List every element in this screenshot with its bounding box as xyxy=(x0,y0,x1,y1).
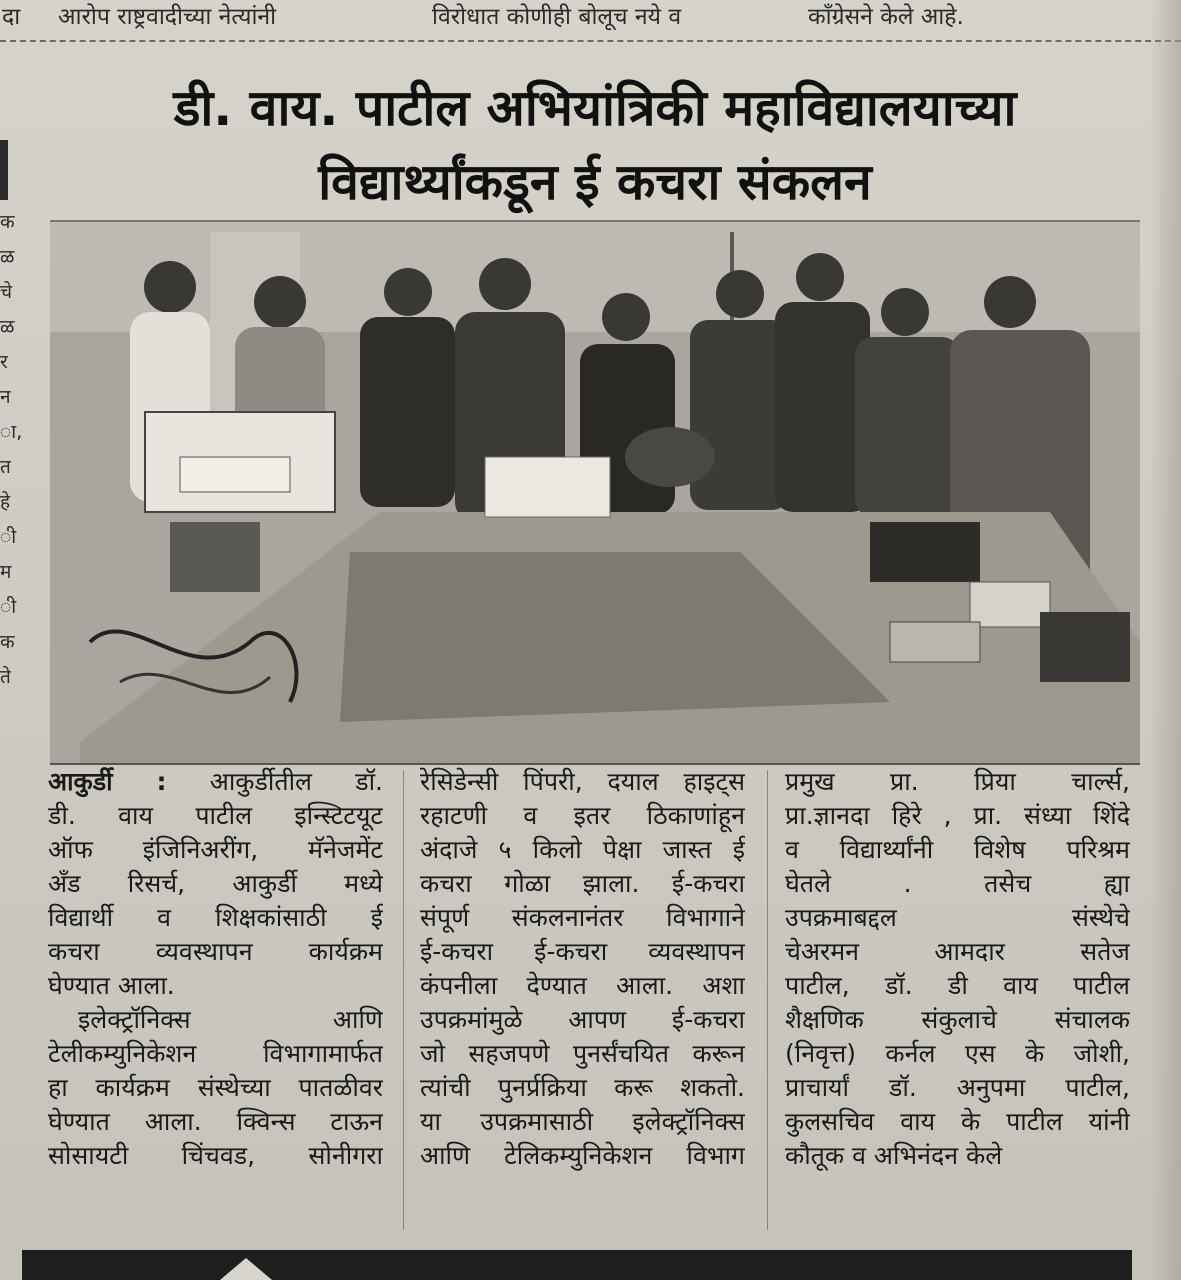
article-line: अँड रिसर्च, आकुर्डी मध्ये xyxy=(48,869,383,898)
left-char: ते xyxy=(0,666,11,688)
headline-line-2: विद्यार्थ्यांकडून ई कचरा संकलन xyxy=(318,153,872,211)
article-line: कौतूक व अभिनंदन केले xyxy=(785,1141,1003,1170)
dateline: आकुर्डी : xyxy=(48,767,167,796)
article-line: डी. वाय पाटील इन्स्टिटयूट xyxy=(48,801,383,830)
article-line xyxy=(48,765,383,799)
top-strip-segment: आरोप राष्ट्रवादीच्या नेत्यांनी xyxy=(58,4,277,30)
article-line: टेलीकम्युनिकेशन विभागामार्फत xyxy=(48,1039,383,1068)
article-photo xyxy=(50,220,1140,765)
article-line: सोसायटी चिंचवड, सोनीगरा xyxy=(48,1141,383,1170)
article-line: संपूर्ण संकलनानंतर विभागाने xyxy=(420,903,745,932)
article-line: उपक्रमाबद्दल संस्थेचे xyxy=(785,903,1130,932)
left-column-bar xyxy=(0,140,8,200)
article-line: अंदाजे ५ किलो पेक्षा जास्त ई xyxy=(420,835,745,864)
article-line: प्राचार्यां डॉ. अनुपमा पाटील, xyxy=(785,1073,1130,1102)
article-line: उपक्रमांमुळे आपण ई-कचरा xyxy=(420,1005,745,1034)
left-char: ी xyxy=(0,526,17,548)
left-char: न xyxy=(0,386,11,408)
photo-illustration xyxy=(50,222,1140,765)
article-line: रेसिडेन्सी पिंपरी, दयाल हाइट्स xyxy=(420,767,745,796)
top-strip-segment: दा xyxy=(2,4,21,30)
article-line: कचरा गोळा झाला. ई-कचरा xyxy=(420,869,745,898)
article-line: घेण्यात आला. xyxy=(48,971,175,1000)
left-char: र xyxy=(0,351,8,373)
article-line: या उपक्रमासाठी इलेक्ट्रॉनिक्स xyxy=(420,1107,745,1136)
left-char: चे xyxy=(0,281,13,303)
article-line: इलेक्ट्रॉनिक्स आणि xyxy=(78,1005,383,1034)
article-line: प्रा.ज्ञानदा हिरे , प्रा. संध्या शिंदे xyxy=(785,801,1130,830)
left-char: ळ xyxy=(0,316,15,338)
article-line: व विद्यार्थ्यांनी विशेष परिश्रम xyxy=(785,835,1130,864)
left-char: ा, xyxy=(0,421,22,443)
article-line: पाटील, डॉ. डी वाय पाटील xyxy=(785,971,1130,1000)
article-line: आणि टेलिकम्युनिकेशन विभाग xyxy=(420,1141,745,1170)
previous-article-strip xyxy=(0,0,1181,36)
next-article-band xyxy=(22,1250,1132,1280)
article-line: ऑफ इंजिनिअरींग, मॅनेजमेंट xyxy=(48,835,383,864)
top-divider xyxy=(0,40,1181,42)
article-line: कंपनीला देण्यात आला. अशा xyxy=(420,971,745,1000)
article-text: आकुर्डीतील डॉ. xyxy=(209,767,383,796)
article-column-2 xyxy=(420,765,745,1173)
article-line: हा कार्यक्रम संस्थेच्या पातळीवर xyxy=(48,1073,383,1102)
left-char: क xyxy=(0,631,15,653)
article-line: ई-कचरा ई-कचरा व्यवस्थापन xyxy=(420,937,745,966)
top-strip-segment: काँग्रेसने केले आहे. xyxy=(808,4,964,30)
left-char: क xyxy=(0,211,15,233)
headline-line-1: डी. वाय. पाटील अभियांत्रिकी महाविद्यालयाच्या xyxy=(173,79,1017,137)
left-column-fragment xyxy=(0,205,22,695)
article-line: कचरा व्यवस्थापन कार्यक्रम xyxy=(48,937,383,966)
article-line: घेतले . तसेच ह्या xyxy=(785,869,1130,898)
top-strip-segment: विरोधात कोणीही बोलूच नये व xyxy=(432,4,682,30)
article-line: रहाटणी व इतर ठिकाणांहून xyxy=(420,801,745,830)
article-line: कुलसचिव वाय के पाटील यांनी xyxy=(785,1107,1130,1136)
left-char: हे xyxy=(0,491,11,513)
article-column-1 xyxy=(48,765,383,1173)
article-column-3 xyxy=(785,765,1130,1173)
article-line: विद्यार्थी व शिक्षकांसाठी ई xyxy=(48,903,383,932)
article-line: (निवृत्त) कर्नल एस के जोशी, xyxy=(785,1039,1130,1068)
article-line: प्रमुख प्रा. प्रिया चार्ल्स, xyxy=(785,767,1130,796)
left-char: ी xyxy=(0,596,17,618)
arrow-up-icon xyxy=(220,1258,272,1280)
article-line: त्यांची पुनर्प्रक्रिया करू शकतो. xyxy=(420,1073,745,1102)
column-divider xyxy=(767,770,768,1230)
left-char: म xyxy=(0,561,12,583)
column-divider xyxy=(403,770,404,1230)
left-char: त xyxy=(0,456,11,478)
article-line: शैक्षणिक संकुलाचे संचालक xyxy=(785,1005,1130,1034)
article-line: घेण्यात आला. क्विन्स टाऊन xyxy=(48,1107,383,1136)
page-edge-shadow xyxy=(1150,0,1181,1280)
left-char: ळ xyxy=(0,246,15,268)
article-line: जो सहजपणे पुनर्संचयित करून xyxy=(420,1039,745,1068)
article-line: चेअरमन आमदार सतेज xyxy=(785,937,1130,966)
